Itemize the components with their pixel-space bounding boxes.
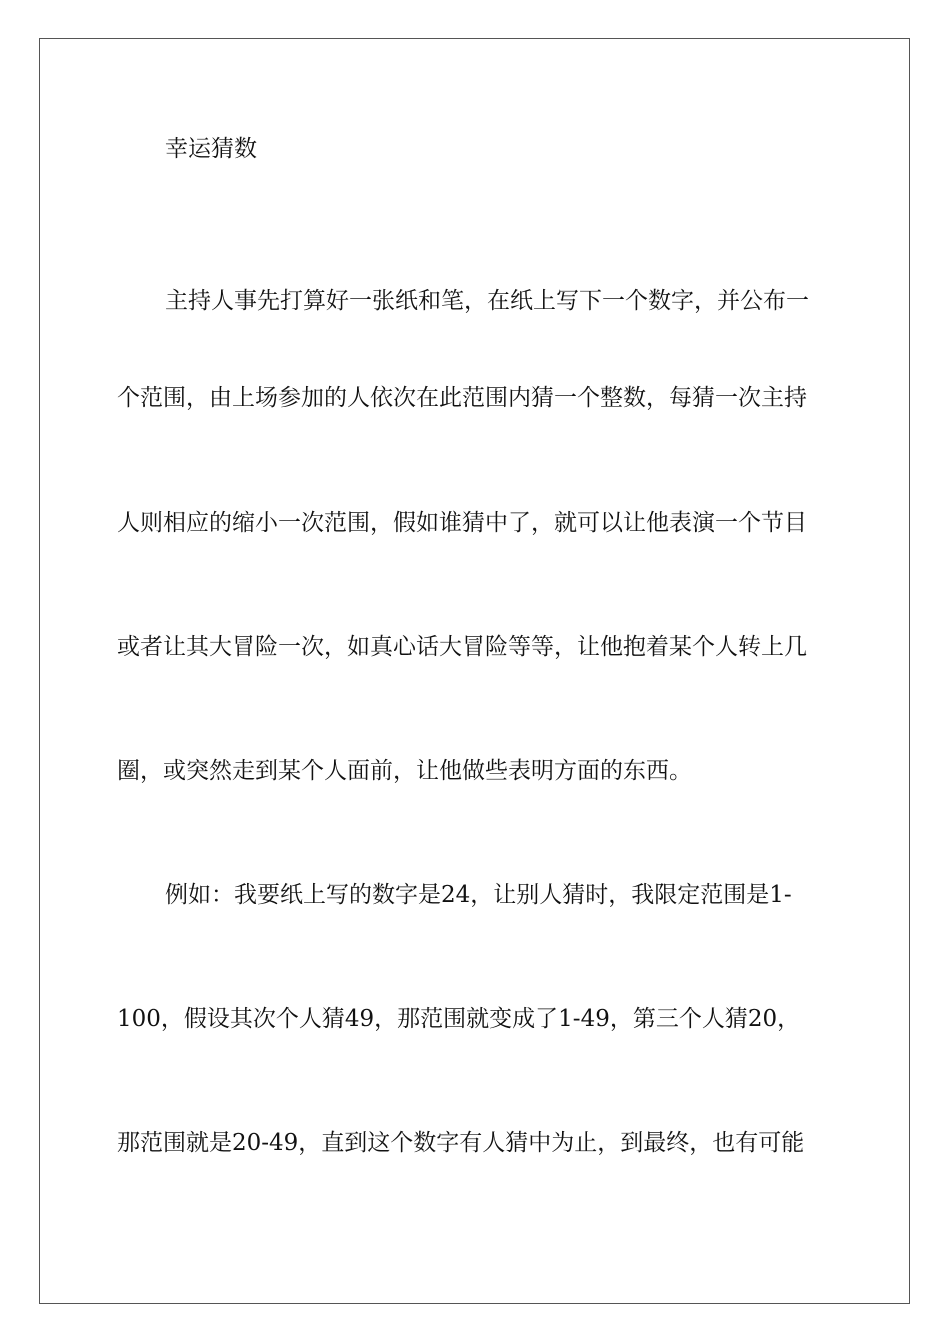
document-page	[39, 38, 910, 1304]
paragraph-line-2: 个范围，由上场参加的人依次在此范围内猜一个整数，每猜一次主持	[117, 385, 807, 411]
paragraph-line-5: 圈，或突然走到某个人面前，让他做些表明方面的东西。	[117, 758, 692, 784]
document-title: 幸运猜数	[165, 136, 257, 162]
paragraph-line-8: 那范围就是20-49，直到这个数字有人猜中为止，到最终，也有可能	[117, 1130, 805, 1156]
paragraph-line-6: 例如：我要纸上写的数字是24，让别人猜时，我限定范围是1-	[165, 882, 792, 908]
paragraph-line-1: 主持人事先打算好一张纸和笔，在纸上写下一个数字，并公布一	[165, 288, 809, 314]
paragraph-line-3: 人则相应的缩小一次范围，假如谁猜中了，就可以让他表演一个节目	[117, 510, 807, 536]
paragraph-line-7: 100，假设其次个人猜49，那范围就变成了1-49，第三个人猜20，	[117, 1006, 801, 1032]
paragraph-line-4: 或者让其大冒险一次，如真心话大冒险等等，让他抱着某个人转上几	[117, 634, 807, 660]
